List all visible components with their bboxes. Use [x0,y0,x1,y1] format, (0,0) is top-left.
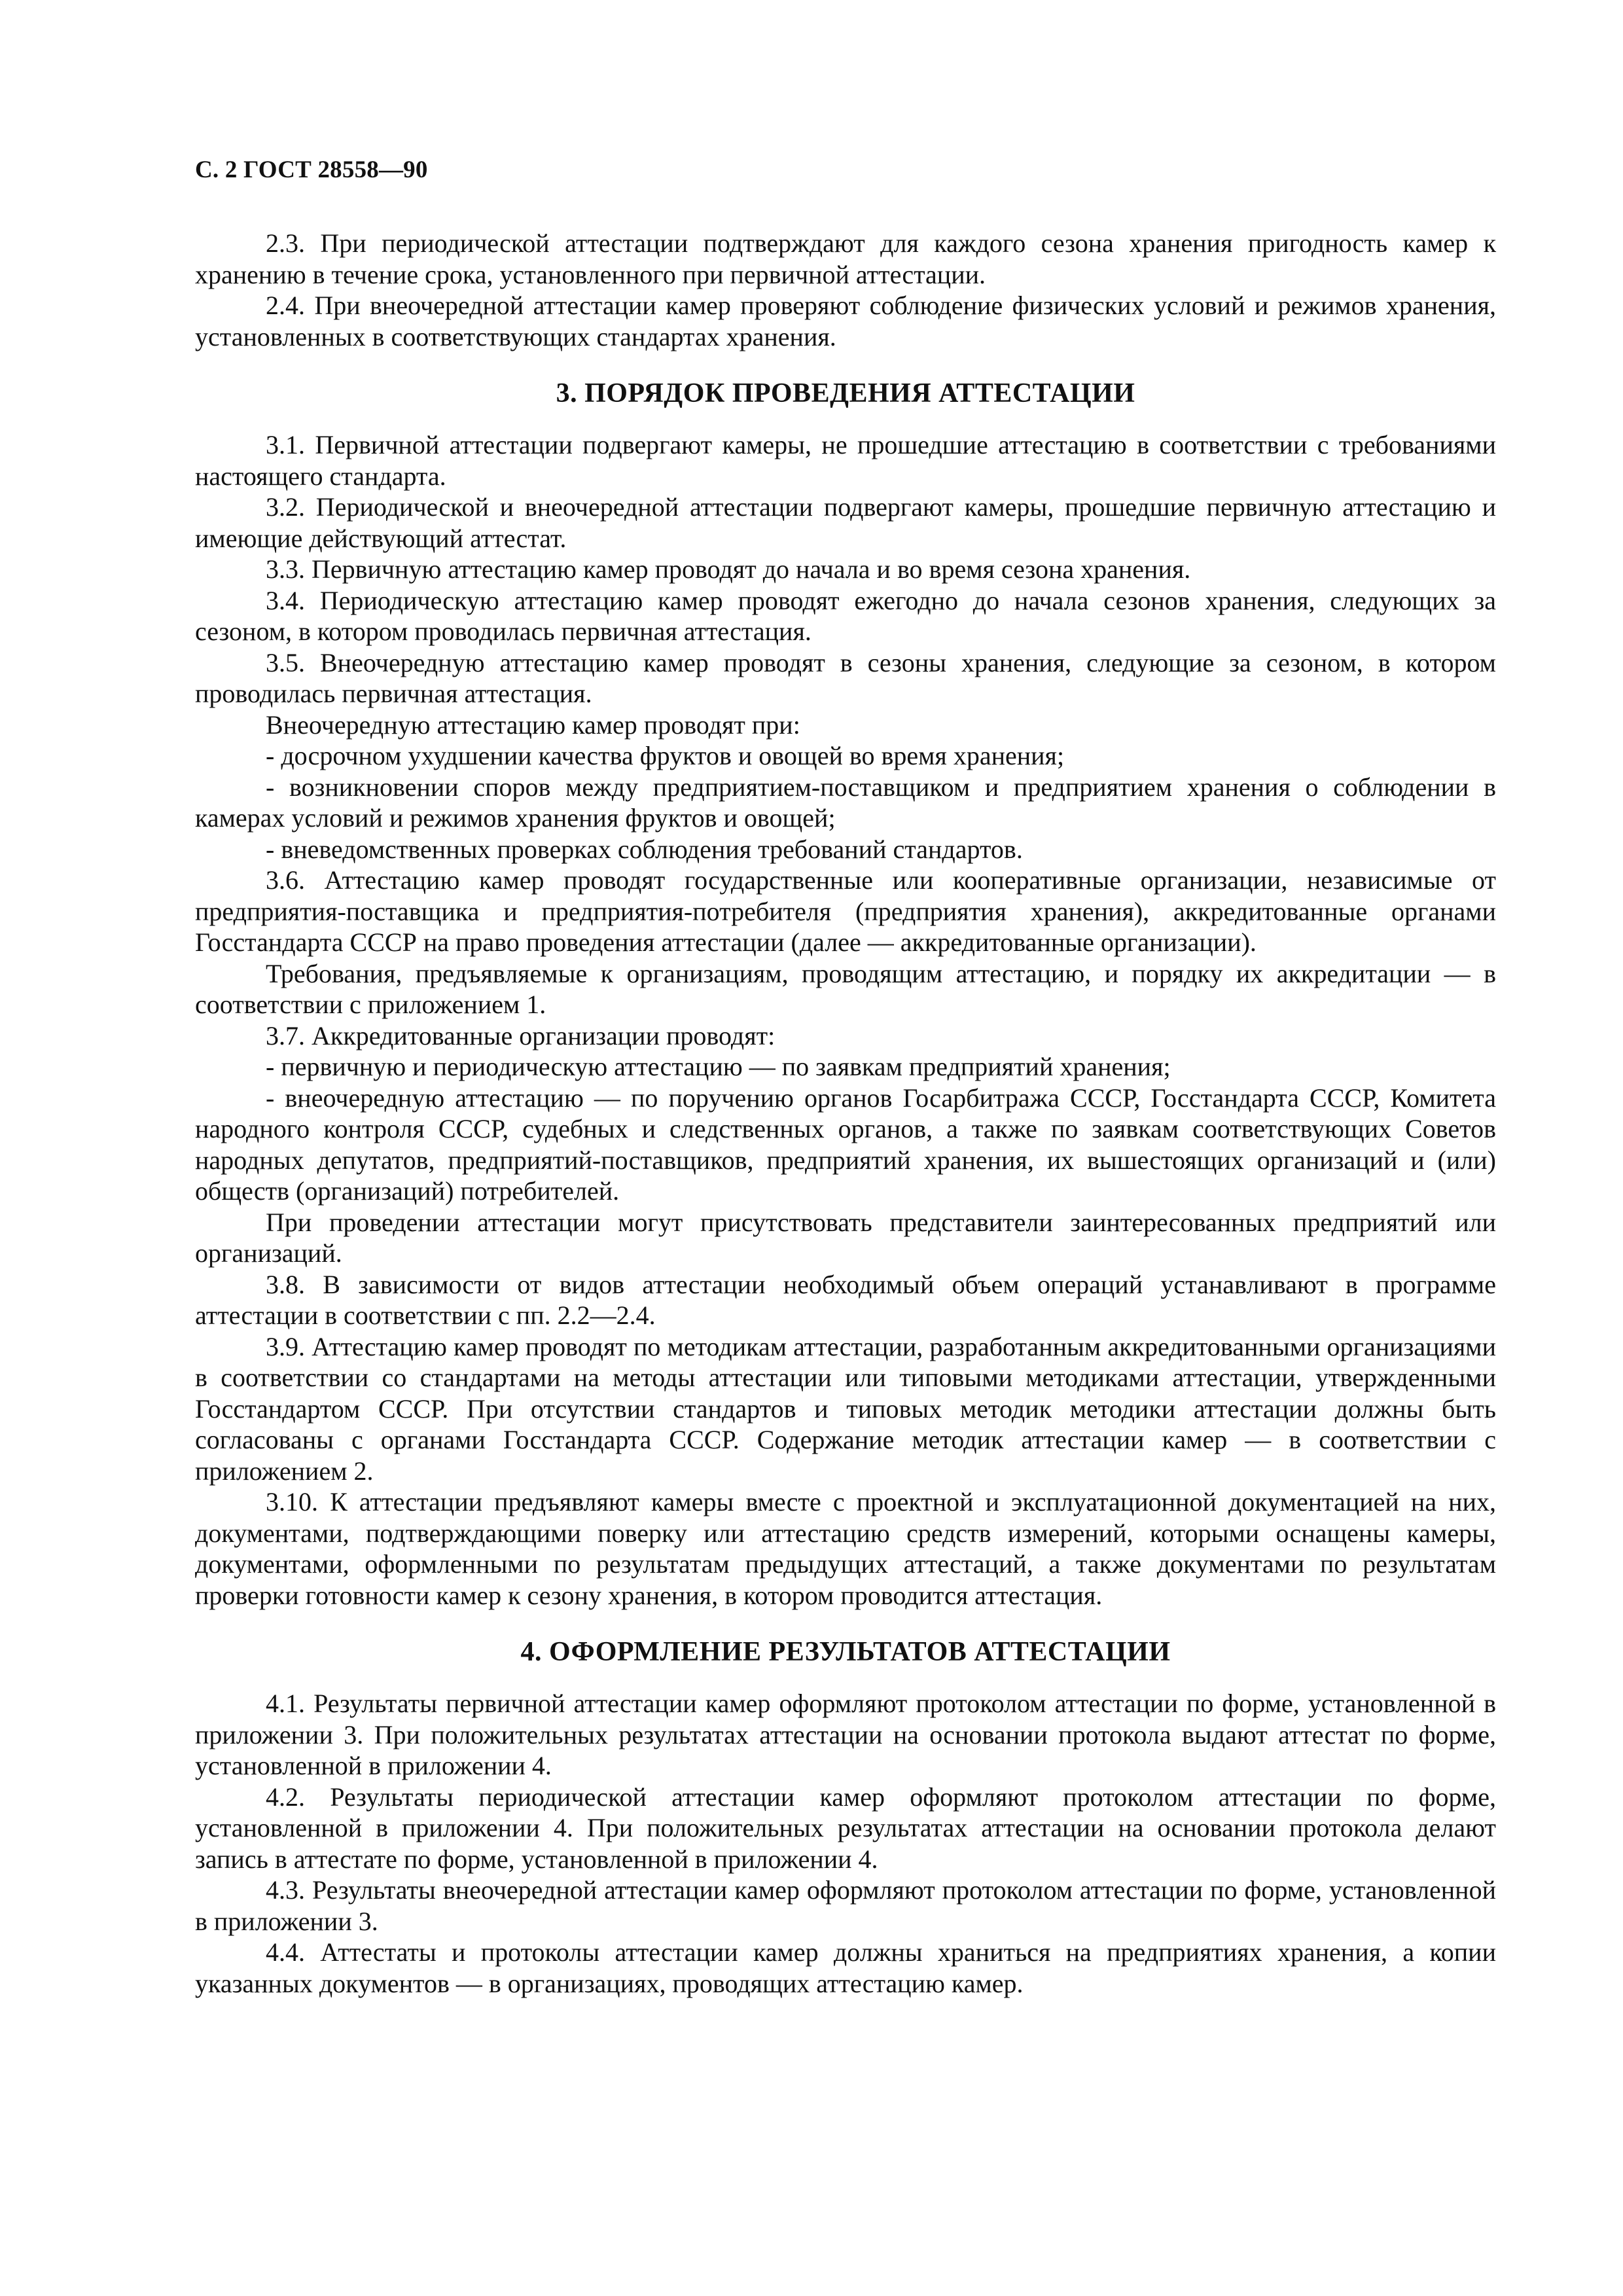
document-body [195,228,1496,1999]
paragraph: 4.3. Результаты внеочередной аттестации камер оформляют протоколом аттестации по форме, установленной в приложении 3. [195,1875,1496,1936]
paragraph: Внеочередную аттестацию камер проводят при: [266,709,800,740]
paragraph: Требования, предъявляемые к организациям, проводящим аттестацию, и порядку их аккредитации — в соответствии с приложением 1. [195,958,1496,1019]
paragraph: 4.2. Результаты периодической аттестации камер оформляют протоколом аттестации по форме, установленной в приложении 4. При положительных результатах аттестации на основании протокола делают запись в аттестате по форме, установленной в приложении 4. [195,1782,1496,1874]
paragraph: 2.3. При периодической аттестации подтверждают для каждого сезона хранения пригодность камер к хранению в течение срока, установленного при первичной аттестации. [195,228,1496,289]
paragraph: 3.5. Внеочередную аттестацию камер проводят в сезоны хранения, следующие за сезоном, в котором проводилась первичная аттестация. [195,647,1496,708]
paragraph: - внеочередную аттестацию — по поручению органов Госарбитража СССР, Госстандарта СССР, Комитета народного контроля СССР, судебных и следственных органов, а также по заявкам соответствующих Советов народных депутатов, предприятий-поставщиков, предприятий хранения, их вышестоящих организаций и (или) обществ (организаций) потребителей. [195,1083,1496,1206]
paragraph: 3.4. Периодическую аттестацию камер проводят ежегодно до начала сезонов хранения, следующих за сезоном, в котором проводилась первичная аттестация. [195,585,1496,646]
paragraph: 3.1. Первичной аттестации подвергают камеры, не прошедшие аттестацию в соответствии с требованиями настоящего стандарта. [195,430,1496,491]
running-header: С. 2 ГОСТ 28558—90 [195,156,428,183]
paragraph: 2.4. При внеочередной аттестации камер проверяют соблюдение физических условий и режимов хранения, установленных в соответствующих стандартах хранения. [195,291,1496,351]
paragraph: 3.8. В зависимости от видов аттестации необходимый объем операций устанавливают в программе аттестации в соответствии с пп. 2.2—2.4. [195,1269,1496,1330]
section-heading: 4. ОФОРМЛЕНИЕ РЕЗУЛЬТАТОВ АТТЕСТАЦИИ [520,1637,1171,1667]
paragraph: - возникновении споров между предприятием-поставщиком и предприятием хранения о соблюдении в камерах условий и режимов хранения фруктов и овощей; [195,772,1496,833]
paragraph: - первичную и периодическую аттестацию — по заявкам предприятий хранения; [266,1052,1171,1081]
paragraph: 3.10. К аттестации предъявляют камеры вместе с проектной и эксплуатационной документацией на них, документами, подтверждающими поверку или аттестацию средств измерений, которыми оснащены камеры, документами, оформленными по результатам предыдущих аттестаций, а также документами по результатам проверки готовности камер к сезону хранения, в котором проводится аттестация. [195,1487,1496,1610]
paragraph: 3.2. Периодической и внеочередной аттестации подвергают камеры, прошедшие первичную аттестацию и имеющие действующий аттестат. [195,492,1496,553]
paragraph: 3.9. Аттестацию камер проводят по методикам аттестации, разработанным аккредитованными организациями в соответствии со стандартами на методы аттестации или типовыми методиками аттестации, утвержденными Госстандартом СССР. При отсутствии стандартов и типовых методик методики аттестации должны быть согласованы с органами Госстандарта СССР. Содержание методик аттестации камер — в соответствии с приложением 2. [195,1331,1496,1486]
paragraph: 3.3. Первичную аттестацию камер проводят до начала и во время сезона хранения. [266,554,1191,584]
paragraph: 3.7. Аккредитованные организации проводят: [266,1020,776,1050]
paragraph: - вневедомственных проверках соблюдения требований стандартов. [266,834,1023,864]
paragraph: 4.1. Результаты первичной аттестации камер оформляют протоколом аттестации по форме, установленной в приложении 3. При положительных результатах аттестации на основании протокола выдают аттестат по форме, установленной в приложении 4. [195,1689,1496,1780]
section-heading: 3. ПОРЯДОК ПРОВЕДЕНИЯ АТТЕСТАЦИИ [556,378,1135,408]
paragraph: 3.6. Аттестацию камер проводят государственные или кооперативные организации, независимые от предприятия-поставщика и предприятия-потребителя (предприятия хранения), аккредитованные органами Госстандарта СССР на право проведения аттестации (далее — аккредитованные организации). [195,865,1496,957]
paragraph: При проведении аттестации могут присутствовать представители заинтересованных предприятий или организаций. [195,1207,1496,1268]
paragraph: 4.4. Аттестаты и протоколы аттестации камер должны храниться на предприятиях хранения, а копии указанных документов — в организациях, проводящих аттестацию камер. [195,1937,1496,1998]
paragraph: - досрочном ухудшении качества фруктов и овощей во время хранения; [266,741,1065,770]
